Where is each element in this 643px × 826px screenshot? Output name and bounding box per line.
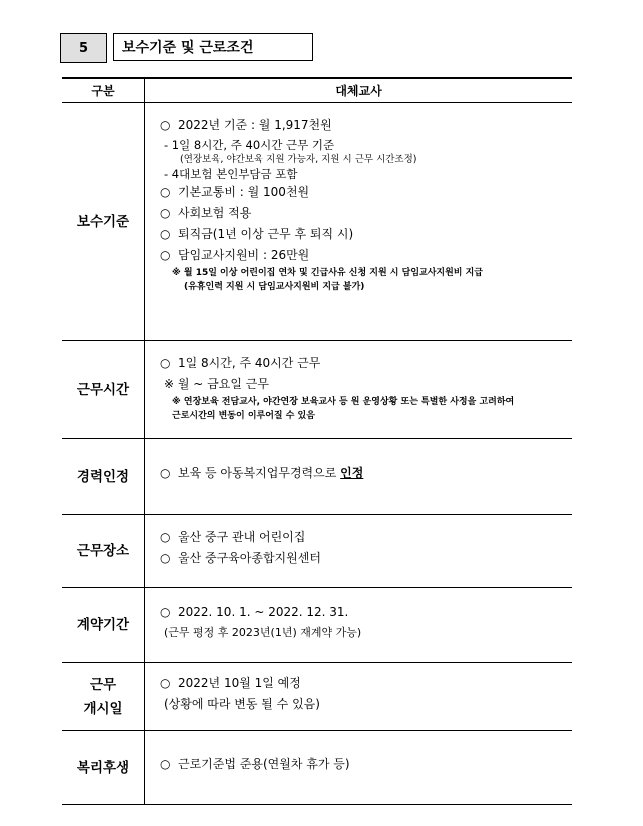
start-label-line-2: 개시일 [83, 700, 123, 717]
start-content [145, 663, 573, 731]
pay-note-1: ※ 월 15일 이상 어린이집 연차 및 긴급사유 신청 지원 시 담임교사지원비 지급 [172, 268, 484, 278]
work-hours-note-2: 근로시간의 변동이 이루어질 수 있음 [172, 411, 315, 421]
row-label-start [62, 663, 145, 731]
pay-severance: ○ 퇴직금(1년 이상 근무 후 퇴직 시) [160, 224, 572, 245]
pay-transport: ○ 기본교통비 : 월 100천원 [160, 182, 572, 203]
pay-content [145, 103, 573, 341]
row-label-pay: 보수기준 [62, 103, 145, 341]
bullet-icon: ○ [160, 551, 171, 565]
header-category: 구분 [62, 78, 145, 103]
bullet-icon: ○ [160, 530, 171, 544]
bullet-icon: ○ [160, 206, 171, 220]
row-label-welfare: 복리후생 [62, 731, 145, 805]
welfare-line: ○ 근로기준법 준용(연월차 휴가 등) [160, 754, 572, 775]
pay-hours: - 1일 8시간, 주 40시간 근무 기준 [164, 138, 335, 152]
table-row [62, 103, 572, 341]
start-label-line-1: 근무 [89, 676, 117, 693]
place-line-2: ○ 울산 중구육아종합지원센터 [160, 548, 572, 569]
place-content [145, 515, 573, 588]
table-row [62, 588, 572, 663]
bullet-icon: ○ [160, 757, 171, 771]
table-row [62, 439, 572, 515]
work-hours-note-1: ※ 연장보육 전담교사, 야간연장 보육교사 등 원 운영상황 또는 특별한 사정을 고려하여 [172, 397, 515, 407]
start-line-1: ○ 2022년 10월 1일 예정 [160, 673, 572, 694]
pay-insurance: - 4대보험 본인부담금 포함 [164, 167, 298, 181]
table-row [62, 731, 572, 805]
work-hours-line-2: ※ 월 ~ 금요일 근무 [164, 377, 269, 391]
work-hours-content [145, 341, 573, 439]
place-line-1: ○ 울산 중구 관내 어린이집 [160, 527, 572, 548]
contract-line-2: (근무 평정 후 2023년(1년) 재계약 가능) [164, 625, 362, 639]
pay-base: ○ 2022년 기준 : 월 1,917천원 [160, 115, 572, 136]
bullet-icon: ○ [160, 227, 171, 241]
row-label-career: 경력인정 [62, 439, 145, 515]
pay-homeroom: ○ 담임교사지원비 : 26만원 [160, 245, 572, 266]
pay-hours-note: (연장보육, 야간보육 지원 가능자, 지원 시 근무 시간조정) [180, 154, 417, 165]
welfare-content [145, 731, 573, 805]
bullet-icon: ○ [160, 185, 171, 199]
section-header [60, 33, 313, 63]
work-hours-line-1: ○ 1일 8시간, 주 40시간 근무 [160, 353, 572, 374]
bullet-icon: ○ [160, 604, 171, 619]
conditions-table [62, 77, 572, 805]
header-substitute-teacher: 대체교사 [145, 78, 573, 103]
row-label-work-hours: 근무시간 [62, 341, 145, 439]
table-row [62, 663, 572, 731]
pay-social: ○ 사회보험 적용 [160, 203, 572, 224]
contract-content [145, 588, 573, 663]
career-line: ○ 보육 등 아동복지업무경력으로 인정 [160, 463, 572, 484]
bullet-icon: ○ [160, 675, 171, 690]
bullet-icon: ○ [160, 248, 171, 262]
bullet-icon: ○ [160, 466, 171, 480]
bullet-icon: ○ [160, 356, 171, 370]
section-number: 5 [60, 33, 107, 63]
career-emphasis: 인정 [340, 466, 364, 480]
row-label-place: 근무장소 [62, 515, 145, 588]
start-line-2: (상황에 따라 변동 될 수 있음) [164, 696, 320, 711]
table-row [62, 341, 572, 439]
table-row [62, 515, 572, 588]
table-header-row [62, 78, 572, 103]
contract-line-1: ○ 2022. 10. 1. ~ 2022. 12. 31. [160, 602, 572, 623]
pay-note-2: (유휴인력 지원 시 담임교사지원비 지급 불가) [184, 282, 365, 292]
row-label-contract: 계약기간 [62, 588, 145, 663]
section-title: 보수기준 및 근로조건 [113, 33, 313, 61]
bullet-icon: ○ [160, 118, 171, 132]
career-content [145, 439, 573, 515]
